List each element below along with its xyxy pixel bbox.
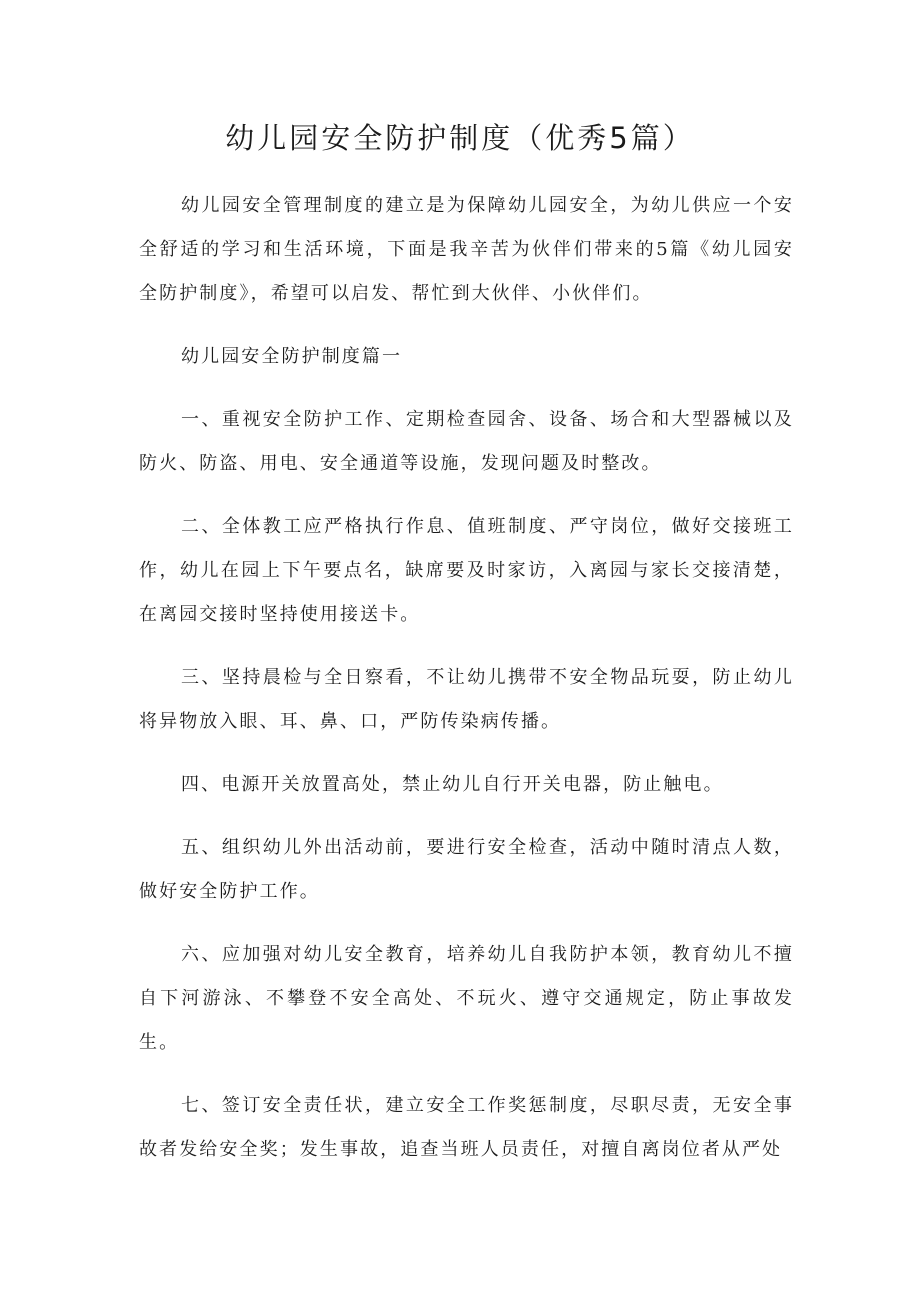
rule-paragraph-4: 四、电源开关放置高处，禁止幼儿自行开关电器，防止触电。 — [181, 774, 724, 795]
document-body — [139, 184, 794, 1172]
rule-paragraph-6: 六、应加强对幼儿安全教育，培养幼儿自我防护本领，教育幼儿不擅自下河游泳、不攀登不安全高处、不玩火、遵守交通规定，防止事故发生。 — [139, 944, 794, 1053]
rule-paragraph-1: 一、重视安全防护工作、定期检查园舍、设备、场合和大型器械以及防火、防盗、用电、安全通道等设施，发现问题及时整改。 — [139, 409, 794, 474]
rule-paragraph-7: 七、签订安全责任状，建立安全工作奖惩制度，尽职尽责，无安全事故者发给安全奖；发生事故，追查当班人员责任，对擅自离岗位者从严处 — [139, 1095, 794, 1160]
intro-paragraph: 幼儿园安全管理制度的建立是为保障幼儿园安全，为幼儿供应一个安全舒适的学习和生活环境，下面是我辛苦为伙伴们带来的5篇《幼儿园安全防护制度》，希望可以启发、帮忙到大伙伴、小伙伴们。 — [139, 195, 794, 304]
section-heading: 幼儿园安全防护制度篇一 — [181, 346, 403, 367]
rule-paragraph-2: 二、全体教工应严格执行作息、值班制度、严守岗位，做好交接班工作，幼儿在园上下午要点名，缺席要及时家访，入离园与家长交接清楚，在离园交接时坚持使用接送卡。 — [139, 516, 794, 625]
rule-paragraph-5: 五、组织幼儿外出活动前，要进行安全检查，活动中随时清点人数，做好安全防护工作。 — [139, 837, 794, 902]
rule-paragraph-3: 三、坚持晨检与全日察看，不让幼儿携带不安全物品玩耍，防止幼儿将异物放入眼、耳、鼻、口，严防传染病传播。 — [139, 667, 794, 732]
document-title: 幼儿园安全防护制度（优秀5篇） — [225, 121, 695, 155]
